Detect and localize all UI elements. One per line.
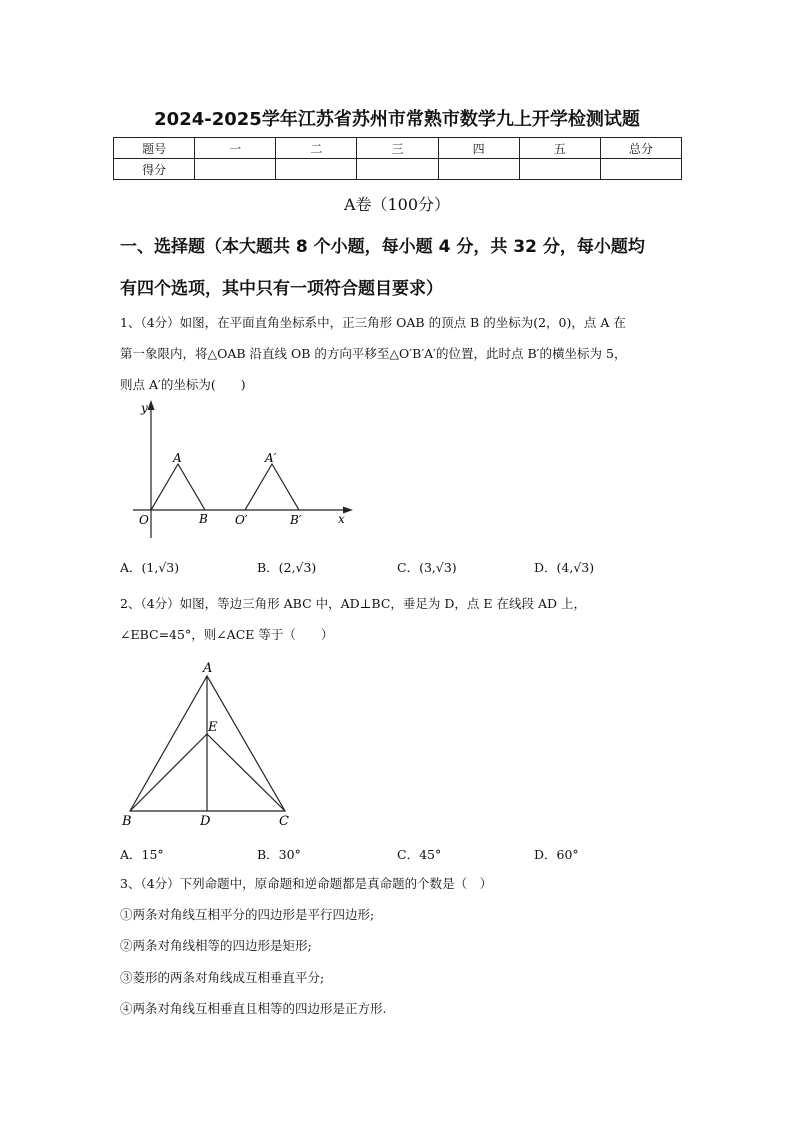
q2-triangle-figure xyxy=(118,658,298,830)
q1-option-d[interactable]: D．(4,√3) xyxy=(534,560,595,575)
score-header-cell: 题号 xyxy=(114,138,195,159)
q1-options xyxy=(120,558,690,578)
score-cell xyxy=(357,159,438,180)
q2-option-a[interactable]: A．15° xyxy=(120,847,164,862)
q1-text-line1: 1、（4分）如图，在平面直角坐标系中，正三角形 OAB 的顶点 B 的坐标为(2，0)，点 A 在 xyxy=(120,315,626,330)
q1-coordinate-figure xyxy=(125,398,360,543)
q2-option-d[interactable]: D．60° xyxy=(534,847,579,862)
score-header-cell: 三 xyxy=(357,138,438,159)
q2-options xyxy=(120,845,690,865)
q2-option-c[interactable]: C．45° xyxy=(397,847,442,862)
section-heading-line2: 有四个选项，其中只有一项符合题目要求） xyxy=(120,279,443,299)
label-a-prime: A′ xyxy=(265,451,277,465)
q3-text-line1: 3、（4分）下列命题中，原命题和逆命题都是真命题的个数是（ ） xyxy=(120,876,493,891)
label-o: O xyxy=(139,513,149,527)
score-header-cell: 一 xyxy=(195,138,276,159)
score-table-score-row xyxy=(114,159,682,180)
label-a: A xyxy=(173,451,182,465)
triangle-oab-translated xyxy=(245,464,299,510)
score-cell xyxy=(438,159,519,180)
label-x: x xyxy=(338,512,345,526)
q3-item-1: ①两条对角线互相平分的四边形是平行四边形; xyxy=(120,907,375,922)
q2-text-line1: 2、（4分）如图，等边三角形 ABC 中，AD⊥BC，垂足为 D，点 E 在线段 AD 上， xyxy=(120,596,586,611)
q2-text-line2: ∠EBC=45°，则∠ACE 等于（ ） xyxy=(120,627,334,642)
q2-option-b[interactable]: B．30° xyxy=(257,847,301,862)
label-b: B xyxy=(199,512,208,526)
label-e: E xyxy=(208,720,218,735)
label-c: C xyxy=(279,814,289,829)
label-b: B xyxy=(122,814,132,829)
q1-text-line3: 则点 A′的坐标为( ) xyxy=(120,377,246,392)
section-heading-line1: 一、选择题（本大题共 8 个小题，每小题 4 分，共 32 分，每小题均 xyxy=(120,237,645,257)
q3-item-2: ②两条对角线相等的四边形是矩形; xyxy=(120,938,312,953)
y-axis-arrow xyxy=(148,400,155,410)
q1-option-b[interactable]: B．(2,√3) xyxy=(257,560,317,575)
segment-be xyxy=(130,734,207,811)
label-b-prime: B′ xyxy=(290,513,302,527)
volume-heading: A卷（100分） xyxy=(343,195,451,214)
q3-item-3: ③菱形的两条对角线成互相垂直平分; xyxy=(120,970,325,985)
score-table-header-row xyxy=(114,138,682,159)
segment-ec xyxy=(207,734,285,811)
label-a: A xyxy=(203,661,213,676)
score-cell xyxy=(276,159,357,180)
label-y: y xyxy=(141,401,148,415)
q1-text-line2: 第一象限内，将△OAB 沿直线 OB 的方向平移至△O′B′A′的位置，此时点 B′的横坐标为 5， xyxy=(120,346,627,361)
q1-option-c[interactable]: C．(3,√3) xyxy=(397,560,457,575)
q3-item-4: ④两条对角线互相垂直且相等的四边形是正方形. xyxy=(120,1001,387,1016)
q1-option-a[interactable]: A．(1,√3) xyxy=(120,560,180,575)
score-header-cell: 四 xyxy=(438,138,519,159)
score-header-cell: 五 xyxy=(519,138,600,159)
label-o-prime: O′ xyxy=(235,513,248,527)
score-cell xyxy=(195,159,276,180)
score-cell xyxy=(600,159,681,180)
score-header-cell: 二 xyxy=(276,138,357,159)
score-table xyxy=(113,137,682,180)
score-header-cell: 总分 xyxy=(600,138,681,159)
page-title: 2024-2025学年江苏省苏州市常熟市数学九上开学检测试题 xyxy=(154,109,640,130)
label-d: D xyxy=(200,814,211,829)
triangle-oab xyxy=(151,464,205,510)
score-cell xyxy=(519,159,600,180)
score-row-label: 得分 xyxy=(114,159,195,180)
